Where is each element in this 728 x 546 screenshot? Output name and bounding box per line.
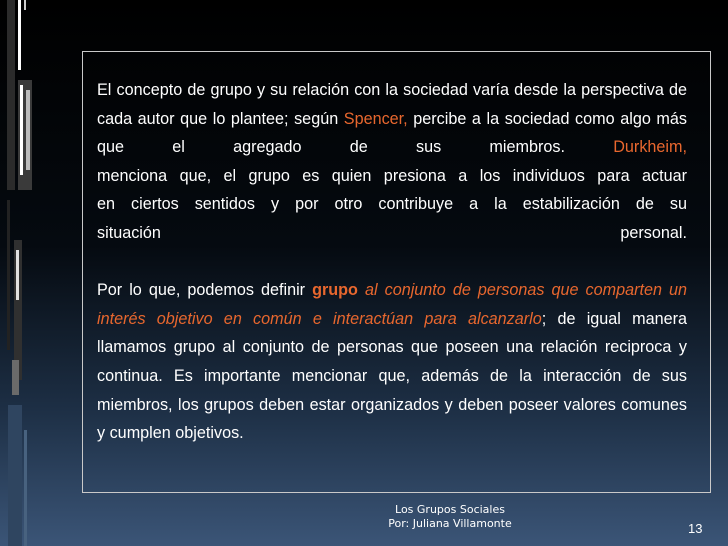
paragraph-1-text: percibe a la sociedad como algo más que el agregado de sus miembros. <box>97 109 687 157</box>
paragraph-1 <box>97 76 687 219</box>
paragraph-1-line-5: en ciertos sentidos y por otro contribuye a la estabilización de su <box>97 195 687 214</box>
decor-bar <box>7 0 15 190</box>
paragraph-1-intro: El concepto de grupo y su relación con la sociedad varía desde la perspectiva de cada autor que lo plantee; según <box>97 81 687 128</box>
decor-bar <box>26 90 30 170</box>
decor-bar <box>24 0 26 10</box>
decor-bar <box>12 360 19 395</box>
paragraph-2 <box>97 276 687 448</box>
footer-title: Los Grupos Sociales <box>395 503 505 516</box>
paragraph-2-rest: ; de igual manera llamamos grupo al conjunto de personas que poseen una relación reciproca y continua. Es importante mencionar que, además de la interacción de sus miembros, los grupos deben estar organizados y deben poseer valores comunes y cumplen objetivos. <box>97 309 687 443</box>
group-definition: al conjunto de personas que comparten un interés objetivo en común e interactúan para alcanzarlo <box>97 281 687 328</box>
slide-body <box>97 76 687 448</box>
term-grupo: grupo <box>312 281 358 300</box>
author-spencer: Spencer, <box>343 109 408 128</box>
footer-author: Por: Juliana Villamonte <box>388 517 512 530</box>
slide-number: 13 <box>688 521 703 536</box>
slide-footer <box>370 503 530 531</box>
decor-bar <box>24 430 27 546</box>
paragraph-2-intro: Por lo que, podemos definir <box>97 281 313 300</box>
decor-bar <box>20 85 23 175</box>
decor-bar <box>7 200 10 350</box>
decor-bar <box>8 405 22 546</box>
decor-bar <box>16 250 19 300</box>
paragraph-1-line-4: menciona que, el grupo es quien presiona a los individuos para actuar <box>97 166 687 185</box>
paragraph-gap <box>97 248 687 277</box>
left-decoration <box>0 0 38 546</box>
paragraph-1-last-line: situación personal. <box>97 223 687 242</box>
decor-bar <box>18 0 21 70</box>
author-durkheim: Durkheim, <box>613 138 687 157</box>
